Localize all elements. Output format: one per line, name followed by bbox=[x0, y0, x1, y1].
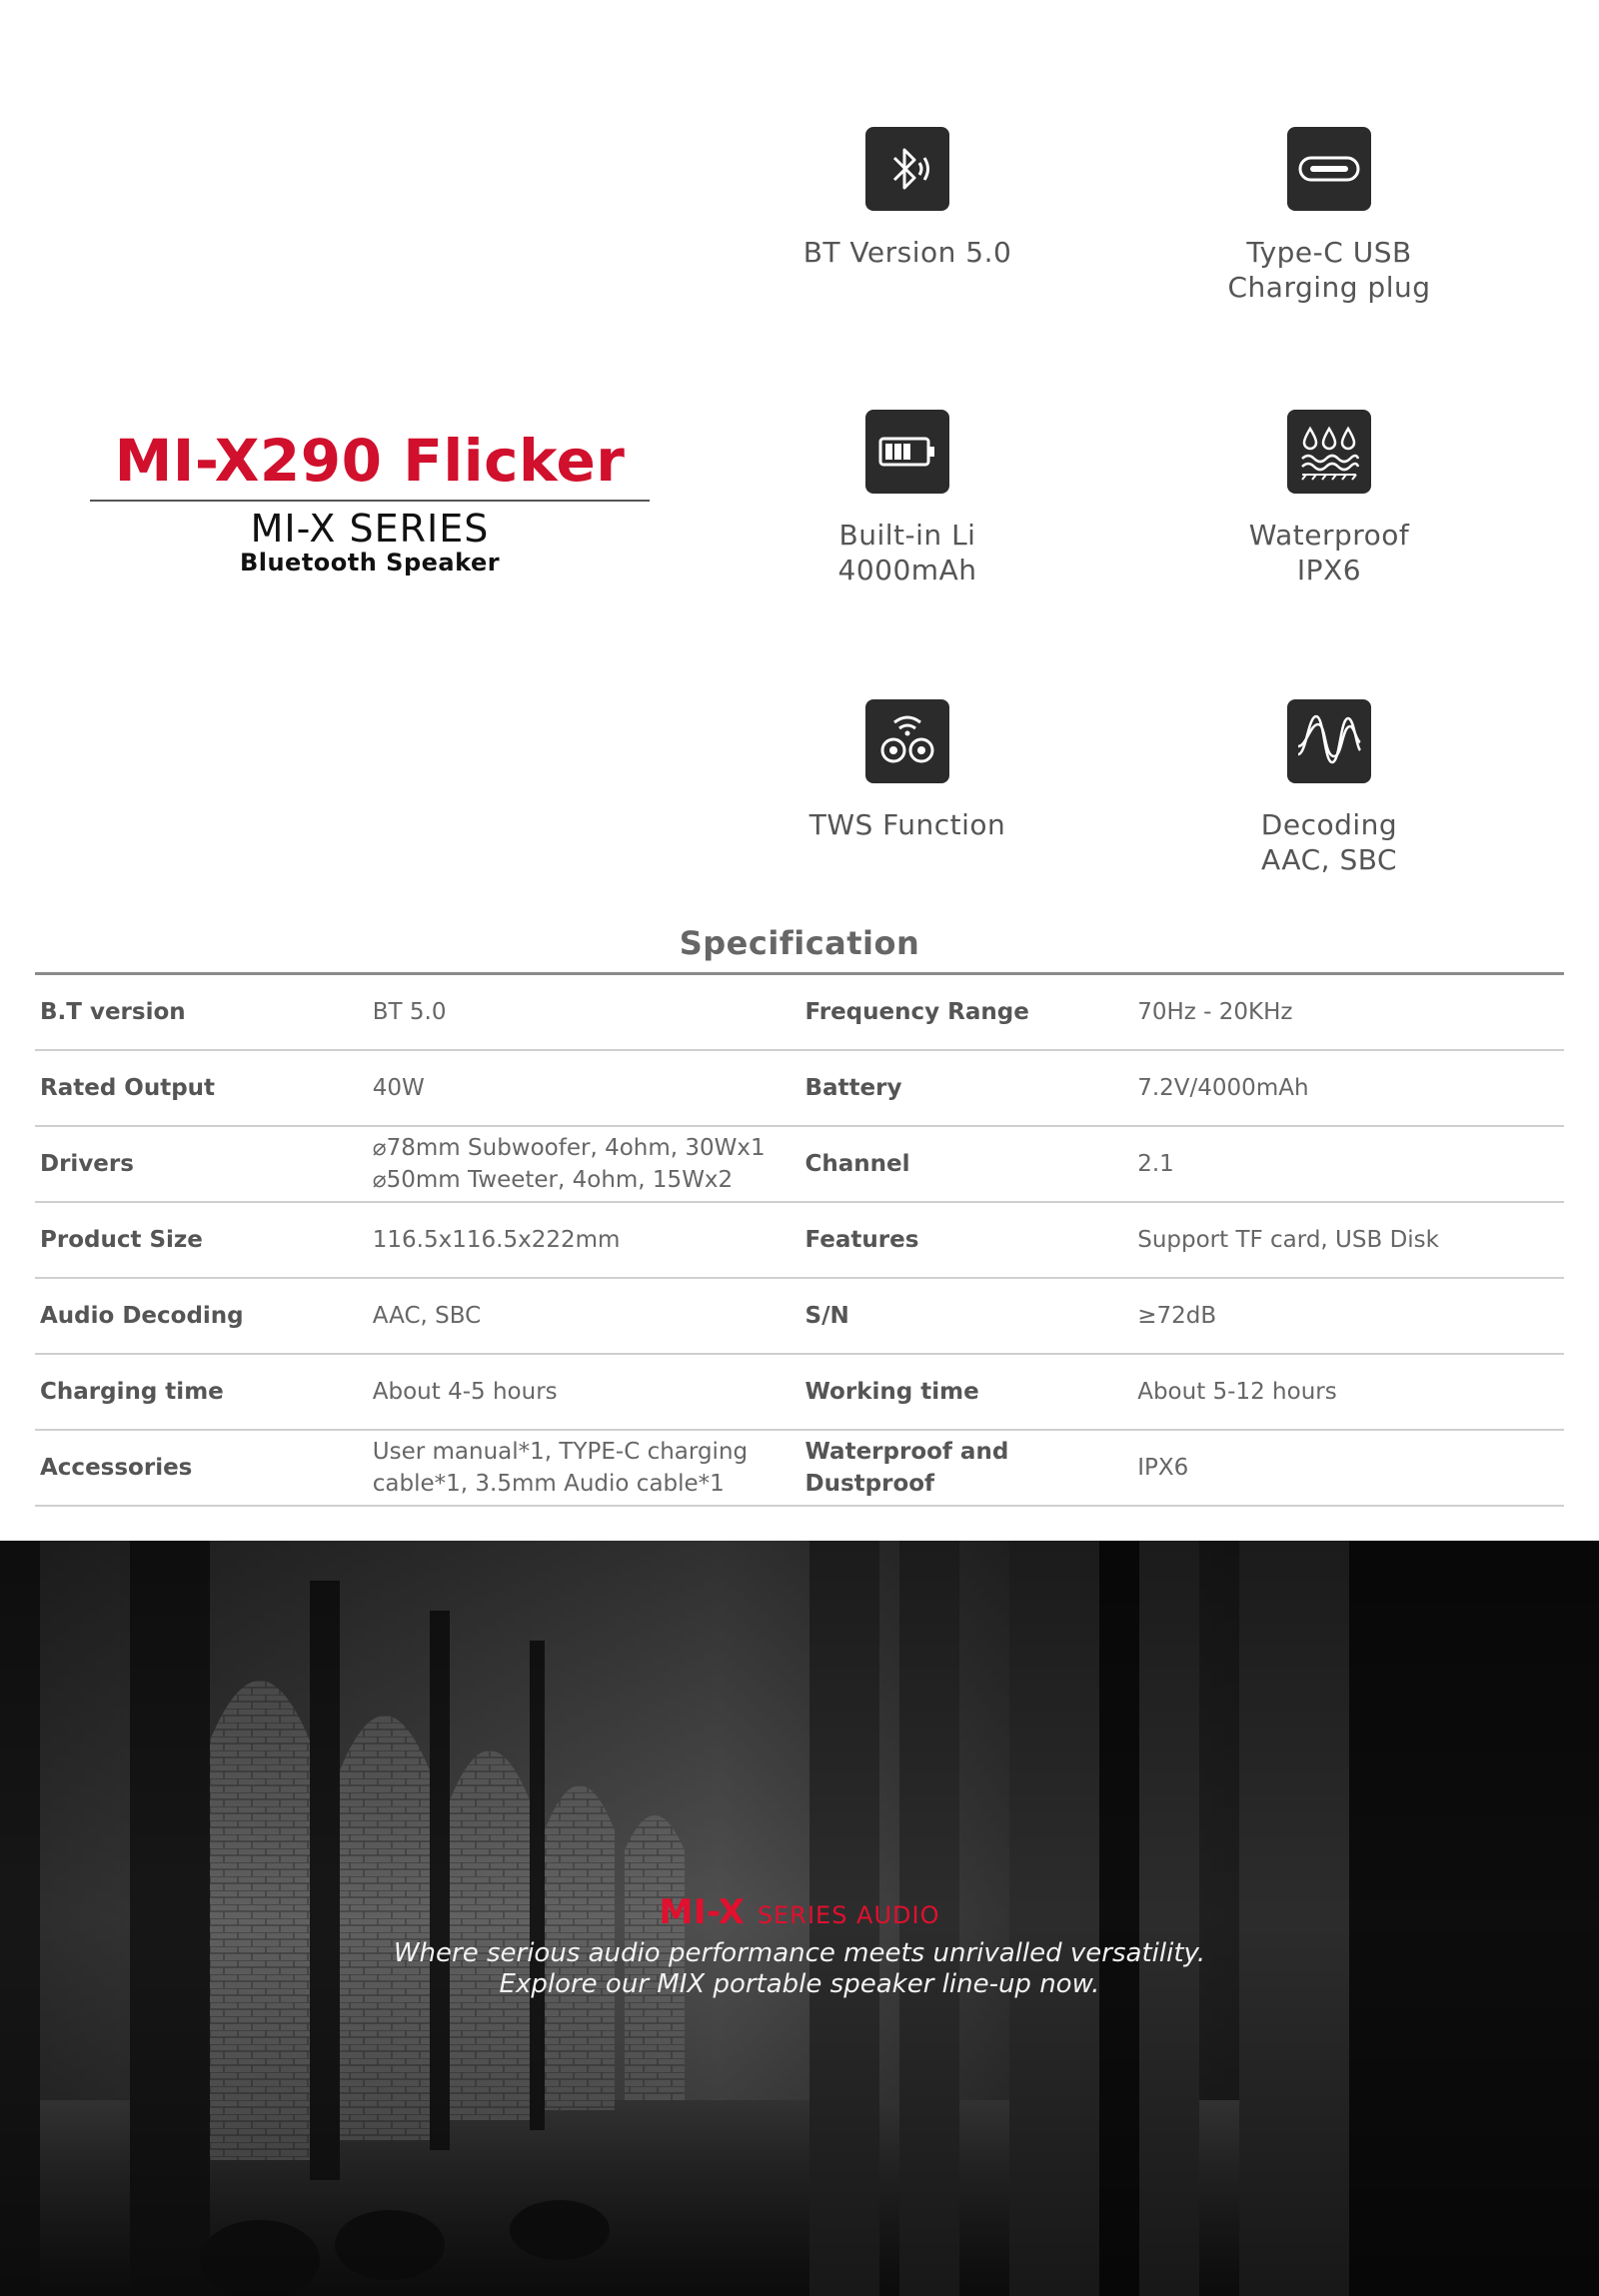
table-row bbox=[35, 1278, 1564, 1354]
spec-value: 116.5x116.5x222mm bbox=[372, 1226, 621, 1253]
product-subtitle: Bluetooth Speaker bbox=[239, 548, 501, 576]
bluetooth-icon bbox=[865, 127, 949, 211]
spec-value: 2.1 bbox=[1137, 1150, 1174, 1177]
table-row bbox=[35, 974, 1564, 1050]
spec-value: AAC, SBC bbox=[372, 1302, 482, 1329]
table-row bbox=[35, 1430, 1564, 1506]
banner-brand bbox=[0, 1892, 1599, 1932]
spec-value: Support TF card, USB Disk bbox=[1137, 1226, 1439, 1253]
product-header bbox=[90, 427, 650, 576]
spec-key: Features bbox=[804, 1226, 919, 1253]
table-row bbox=[35, 1354, 1564, 1430]
spec-value: 40W bbox=[372, 1074, 425, 1101]
tws-icon bbox=[865, 699, 949, 783]
spec-key: Drivers bbox=[40, 1150, 134, 1177]
product-title: MI-X290 Flicker bbox=[114, 427, 626, 495]
title-divider bbox=[90, 500, 650, 502]
spec-value: BT 5.0 bbox=[372, 998, 447, 1025]
feature-bluetooth bbox=[743, 127, 1072, 270]
banner-text bbox=[0, 1892, 1599, 2000]
feature-decoding bbox=[1164, 699, 1494, 877]
feature-waterproof bbox=[1164, 410, 1494, 587]
spec-key: Frequency Range bbox=[804, 998, 1029, 1025]
spec-key: Rated Output bbox=[40, 1074, 216, 1101]
table-row bbox=[35, 1050, 1564, 1126]
feature-usb-c bbox=[1164, 127, 1494, 305]
waveform-icon bbox=[1287, 699, 1371, 783]
spec-value: 70Hz - 20KHz bbox=[1137, 998, 1293, 1025]
spec-value: User manual*1, TYPE-C charging cable*1, 3.5mm Audio cable*1 bbox=[372, 1438, 749, 1497]
banner-tagline-1: Where serious audio performance meets unrivalled versatility. bbox=[393, 1938, 1206, 1968]
spec-key: Channel bbox=[804, 1150, 910, 1177]
spec-key: Accessories bbox=[40, 1454, 193, 1481]
table-row bbox=[35, 1126, 1564, 1202]
spec-value: 7.2V/4000mAh bbox=[1137, 1074, 1309, 1101]
spec-value: IPX6 bbox=[1137, 1454, 1189, 1481]
feature-tws bbox=[743, 699, 1072, 842]
waterproof-icon bbox=[1287, 410, 1371, 494]
spec-key: Charging time bbox=[40, 1378, 224, 1405]
spec-value: About 4-5 hours bbox=[372, 1378, 558, 1405]
spec-key: B.T version bbox=[40, 998, 186, 1025]
spec-key: S/N bbox=[804, 1302, 849, 1329]
spec-heading: Specification bbox=[679, 924, 920, 962]
product-series: MI-X SERIES bbox=[250, 506, 490, 551]
feature-label: Type-C USB Charging plug bbox=[1227, 236, 1431, 304]
table-row bbox=[35, 1202, 1564, 1278]
promo-banner bbox=[0, 1541, 1599, 2296]
battery-icon bbox=[865, 410, 949, 494]
spec-key: Waterproof and Dustproof bbox=[804, 1438, 1009, 1497]
feature-label: Decoding AAC, SBC bbox=[1260, 808, 1398, 876]
feature-label: Waterproof IPX6 bbox=[1248, 519, 1410, 586]
spec-key: Audio Decoding bbox=[40, 1302, 244, 1329]
spec-key: Battery bbox=[804, 1074, 902, 1101]
usb-c-icon bbox=[1287, 127, 1371, 211]
feature-label: TWS Function bbox=[808, 808, 1006, 841]
spec-key: Working time bbox=[804, 1378, 979, 1405]
feature-battery bbox=[743, 410, 1072, 587]
brand-suffix: SERIES AUDIO bbox=[757, 1901, 940, 1929]
spec-table bbox=[35, 972, 1564, 1507]
spec-value: About 5-12 hours bbox=[1137, 1378, 1337, 1405]
feature-label: BT Version 5.0 bbox=[802, 236, 1012, 269]
spec-value: ≥72dB bbox=[1137, 1302, 1217, 1329]
spec-value: ⌀78mm Subwoofer, 4ohm, 30Wx1 ⌀50mm Tweeter, 4ohm, 15Wx2 bbox=[372, 1134, 766, 1193]
banner-tagline-2: Explore our MIX portable speaker line-up now. bbox=[499, 1969, 1100, 1999]
spec-key: Product Size bbox=[40, 1226, 203, 1253]
brand-name: MI-X bbox=[659, 1892, 746, 1932]
feature-label: Built-in Li 4000mAh bbox=[837, 519, 977, 586]
